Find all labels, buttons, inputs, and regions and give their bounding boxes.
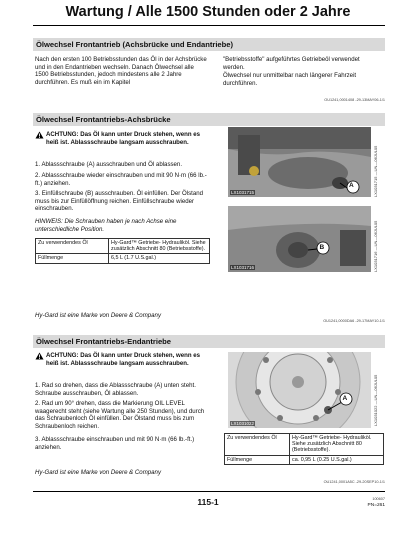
table-cell: Zu verwendendes Öl: [225, 434, 290, 456]
section-heading-front-drive-oil-change: Ölwechsel Frontantrieb (Achsbrücke und Endantriebe): [33, 38, 385, 51]
axle-step-1: 1. Ablassschraube (A) ausschrauben und Öl ablassen.: [35, 161, 183, 168]
section1-reference-code: OU1241,0001408 -29-13MAY06-1/1: [324, 98, 385, 102]
table-cell: Hy-Gard™ Getriebe- Hydrauliköl. Siehe zusätzlich Abschnitt 80 (Betriebsstoffe).: [109, 239, 210, 254]
page-title: Wartung / Alle 1500 Stunden oder 2 Jahre: [65, 4, 351, 20]
section3-reference-code: OU1241,0001A5C -29-20SEP10-1/1: [323, 480, 385, 484]
table-row: [225, 434, 384, 456]
section1-left-text: Nach den ersten 100 Betriebsstunden das Öl in der Achsbrücke und in den Endantrieben wechseln. Danach Ölwechsel alle 1500 Betriebsstunden, jedoch mindestens alle 2 Jahre durchführen. Es muß ein im Kapitel: [35, 56, 207, 86]
photo3-code: LX1031022 —UN—06JUL05: [373, 374, 378, 426]
callout-b-label: B: [319, 243, 325, 251]
section1-right-text-1: "Betriebsstoffe" aufgeführtes Getriebeöl verwendet werden.: [223, 56, 360, 71]
photo2-label: LX1031716: [231, 265, 255, 270]
final-drive-trademark-note: Hy-Gard ist eine Marke von Deere & Company: [35, 469, 161, 476]
axle-spec-table: [35, 238, 210, 264]
callout-a-label: A: [349, 182, 354, 189]
warning-block-final-drives: [35, 352, 213, 367]
section-heading-axle-housing: Ölwechsel Frontantriebs-Achsbrücke: [33, 113, 385, 126]
table-cell: ca. 0,95 L (0.25 U.S.gal.): [290, 455, 384, 464]
callout-a-wheel-label: A: [342, 394, 348, 402]
photo-fill-plug-b: [228, 206, 371, 272]
title-rule: [33, 25, 385, 26]
photo3-label: LX1031022: [231, 421, 255, 426]
table-cell: Füllmenge: [36, 254, 109, 263]
table-cell: Hy-Gard™ Getriebe- Hydrauliköl. Siehe zusätzlich Abschnitt 80 (Betriebsstoffe).: [290, 434, 384, 456]
final-drive-step-3: 3. Ablassschraube einschrauben und mit 90 N·m (66 lb.-ft.) anziehen.: [35, 436, 195, 451]
page-number: 115-1: [197, 497, 219, 507]
final-drive-step-1: 1. Rad so drehen, dass die Ablassschraube (A) unten steht. Schraube ausschrauben, Öl ablassen.: [35, 382, 196, 397]
table-row: [36, 239, 210, 254]
axle-hint: HINWEIS: Die Schrauben haben je nach Achse eine unterschiedliche Position.: [35, 218, 177, 233]
photo1-label: LX1031715: [231, 190, 255, 195]
final-drive-spec-table: [224, 433, 384, 465]
footer-rule: [33, 491, 385, 492]
photo-wheel-hub-drain: [228, 352, 371, 428]
photo1-code: LX1031715 —UN—06JUL05: [373, 145, 378, 197]
table-row: [225, 455, 384, 464]
warning-text-final-drives: ACHTUNG: Das Öl kann unter Druck stehen, wenn es heiß ist. Ablassschraube langsam ausschrauben.: [46, 352, 201, 367]
warning-text-axle: ACHTUNG: Das Öl kann unter Druck stehen, wenn es heiß ist. Ablassschraube langsam ausschrauben.: [46, 131, 201, 146]
section-heading-final-drives: Ölwechsel Frontantriebs-Endantriebe: [33, 335, 385, 348]
section2-reference-code: OU1241,0000DA6 -29-17MAY10-1/1: [323, 319, 385, 323]
table-cell: Zu verwendendes Öl: [36, 239, 109, 254]
table-cell: Füllmenge: [225, 455, 290, 464]
photo2-code: LX1031716 —UN—06JUL05: [373, 220, 378, 272]
axle-trademark-note: Hy-Gard ist eine Marke von Deere & Company: [35, 312, 161, 319]
warning-block-axle: [35, 131, 213, 146]
photo-drain-plug-a: [228, 127, 371, 197]
warning-icon: [35, 352, 44, 360]
axle-step-3: 3. Einfüllschraube (B) ausschrauben. Öl einfüllen. Der Ölstand muss bis zur Einfüllöffnung reichen. Einfüllschraube wieder einschrauben.: [35, 190, 204, 213]
axle-step-2: 2. Ablassschraube wieder einschrauben und mit 90 N·m (66 lb.-ft.) anziehen.: [35, 172, 207, 187]
final-drive-step-2: 2. Rad um 90° drehen, dass die Markierung OIL LEVEL waagerecht steht (siehe Wartung alle 250 Stunden), und durch das Schraubenloch Öl einfüllen. Der Ölstand muss bis zum Schraubenloch reichen.: [35, 400, 205, 430]
warning-icon: [35, 131, 44, 139]
section1-right-text-2: Ölwechsel nur unmittelbar nach längerer Fahrzeit durchführen.: [223, 72, 357, 87]
table-cell: 6,5 L (1.7 U.S.gal.): [109, 254, 210, 263]
table-row: [36, 254, 210, 263]
footer-code-top: 100607: [372, 497, 385, 501]
footer-code-bottom: PN=261: [367, 503, 385, 508]
